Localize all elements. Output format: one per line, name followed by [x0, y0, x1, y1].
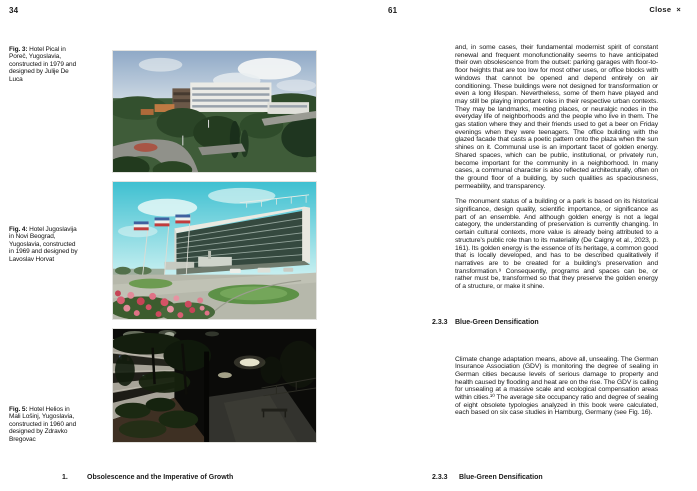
section-footer-right: [432, 474, 543, 481]
figure-4-label: Fig. 4:: [9, 226, 28, 233]
chapter-footer-left: [62, 474, 233, 481]
body-paragraph: and, in some cases, their fundamental modernist spirit of constant renewal and frequent monofunctionality seems to have anticipated their own obsolescence from the outset: parking garages with floor-to-floor heights that are too low for most other uses, or office blocks with windows that cannot be opened and depend entirely on air conditioning. These buildings were not designed for transformation or even a long lifespan. Nevertheless, some of them have played and may still be playing important roles in their respective urban contexts. They may be landmarks, meeting places, or neuralgic nodes in the everyday life of neighborhoods and the people who live in them. The gas station where they and their friends used to get a beer on Friday evenings when they were teenagers. The office building with the glazed facade that casts a poetic pattern onto the plaza when the sun shines on it. Communal use is an important facet of golden energy. Shared spaces, which can be public, institutional, or privately run, become important for the community in a neighborhood. In many cases, a communal character is also reflected architecturally, often on the ground floor of a building, by such qualities as spaciousness, permeability, and transparency.: [455, 44, 658, 190]
body-text-column: [432, 44, 658, 425]
figure-5-caption-text: Hotel Helios in Mali Lošinj, Yugoslavia, constructed in 1960 and designed by Zdravko Bregovac: [9, 406, 77, 443]
section-footer-number: 2.3.3: [432, 474, 448, 481]
figure-3-photo: [113, 51, 316, 172]
close-button-label: Close: [649, 5, 672, 14]
figure-3-image: [112, 50, 317, 173]
close-icon: ×: [676, 5, 681, 14]
figure-3-caption: [9, 46, 81, 83]
figure-3-caption-text: Hotel Pical in Poreč, Yugoslavia, constructed in 1979 and designed by Julije De Luca: [9, 46, 77, 83]
section-number: 2.3.3: [432, 318, 448, 326]
figure-5-photo: [113, 329, 316, 442]
section-title: Blue-Green Densification: [455, 318, 539, 326]
figure-4-image: [112, 181, 317, 320]
section-footer-title: Blue-Green Densification: [459, 474, 543, 481]
chapter-number: 1.: [62, 474, 68, 481]
close-button[interactable]: [649, 5, 681, 14]
figure-5-label: Fig. 5:: [9, 406, 28, 413]
figure-5-caption: [9, 406, 81, 443]
chapter-title: Obsolescence and the Imperative of Growth: [87, 474, 234, 481]
page-number-right: 61: [388, 6, 398, 15]
figure-4-photo: [113, 182, 316, 319]
page-number-left: 34: [9, 6, 19, 15]
figure-5-image: [112, 328, 317, 443]
section-heading: [432, 319, 658, 327]
body-paragraph: Climate change adaptation means, above all, unsealing. The German Insurance Association (GDV) is monitoring the degree of sealing in German cities because levels of serious damage to property and health caused by flooding and heat are on the rise. The GDV is calling for unsealing at a massive scale and ecological compensation areas within cities.¹⁰ The average site occupancy ratio and degree of sealing of eight obsolete typologies analyzed in this book were calculated, each based on six case studies in Hamburg, Germany (see Fig. 16).: [455, 355, 658, 417]
body-paragraph: The monument status of a building or a park is based on its historical significance, design quality, scientific importance, or significance as part of an ensemble. And although golden energy is not a legal category, the understanding of preservation is currently changing. In certain cultural contexts, more value is already being attributed to a structure’s public role than to its materiality (De Caigny et al., 2023, p. 161). Its golden energy is the essence of its heritage, a common good that is locally developed, and has to be described qualitatively if narratives are to be created for a building’s preservation and transformation.⁹ Consequently, programs and spaces can be, or rather must be, transformed so that they preserve the golden energy of a structure, or make it shine.: [455, 198, 658, 291]
figure-4-caption: [9, 226, 81, 263]
figure-3-label: Fig. 3:: [9, 46, 28, 53]
figure-4-caption-text: Hotel Jugoslavija in Novi Beograd, Yugoslavia, constructed in 1969 and designed by Lavoslav Horvat: [9, 226, 78, 263]
